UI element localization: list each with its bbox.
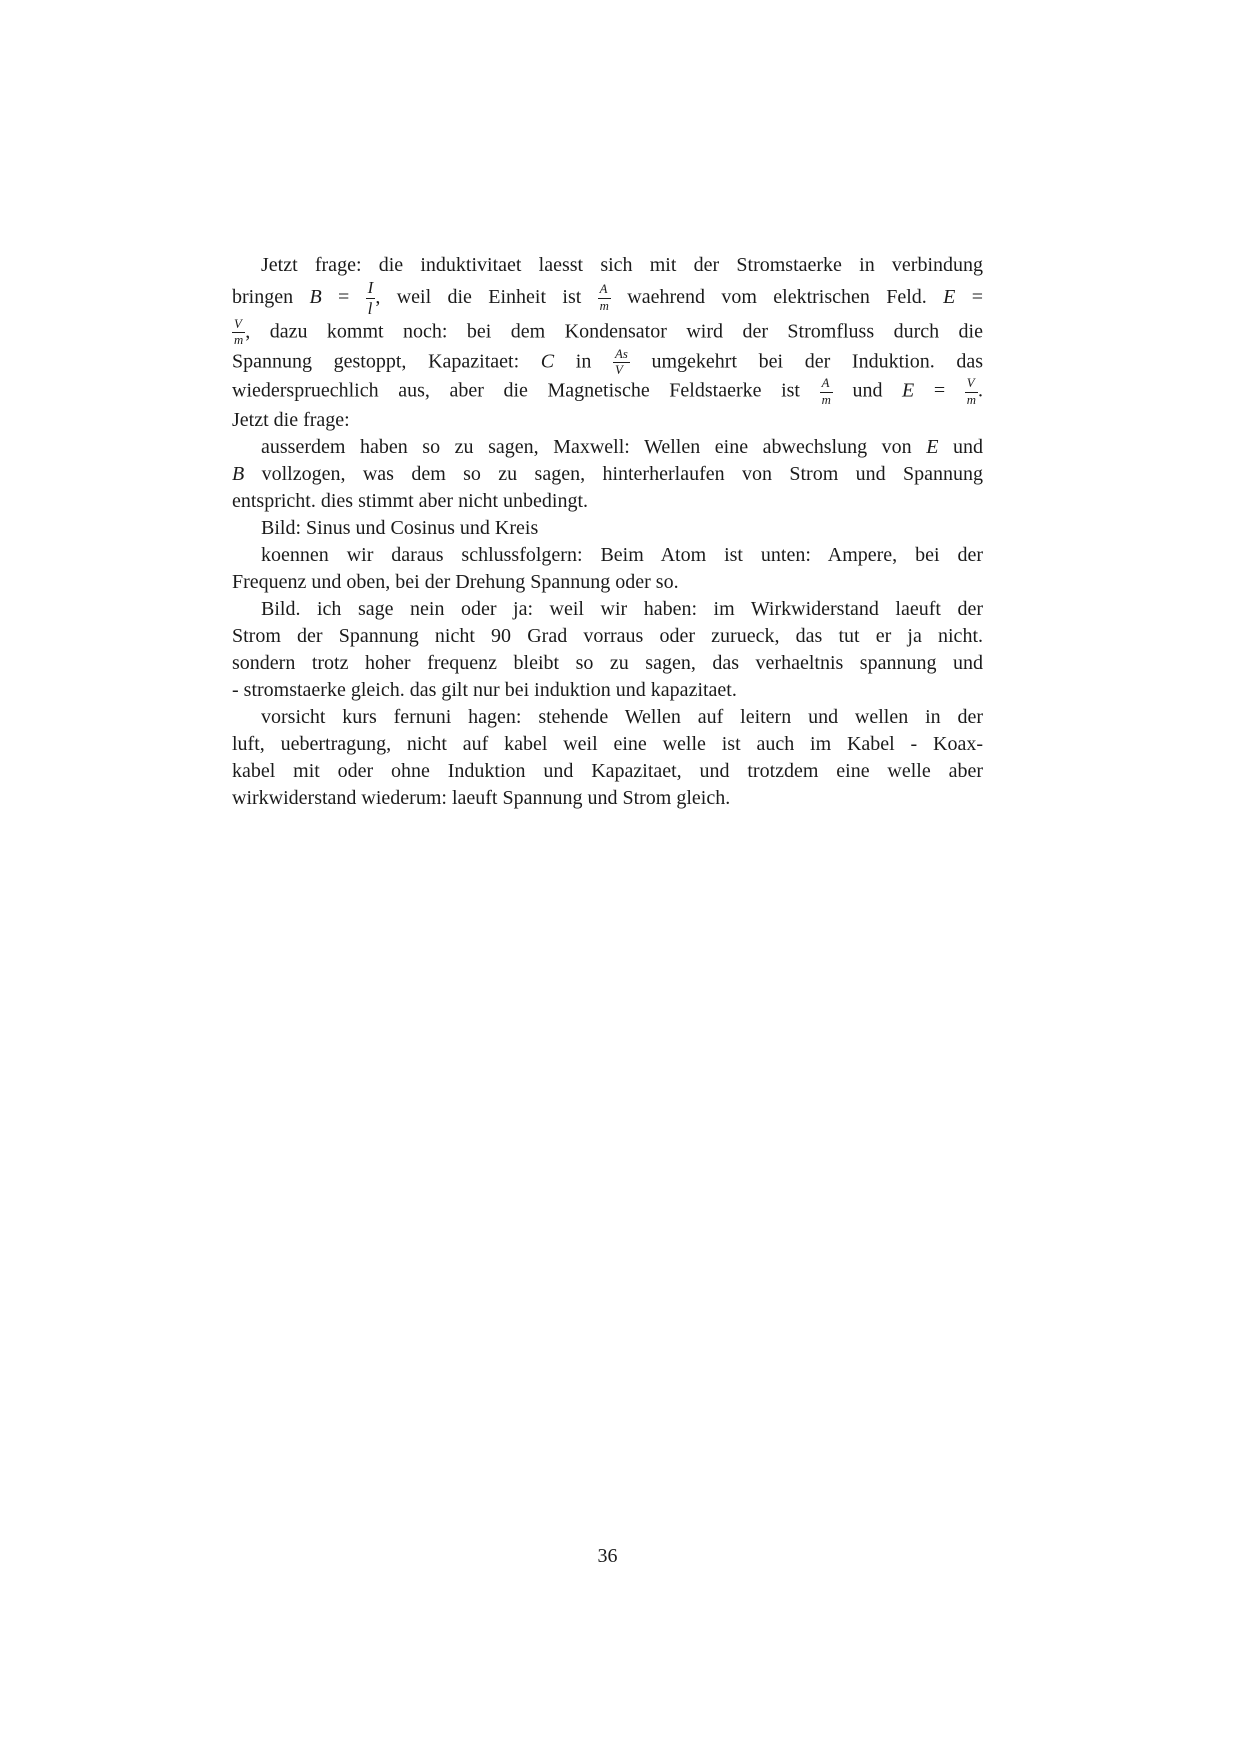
- text-line: kabel mit oder ohne Induktion und Kapazitaet, und trotzdem eine welle aber: [232, 760, 983, 783]
- fraction-denominator: V: [615, 362, 623, 377]
- text-line: Jetzt frage: die induktivitaet laesst sich mit der Stromstaerke in verbindung: [261, 254, 983, 276]
- math-fraction: [613, 348, 630, 378]
- math-fraction: [232, 318, 245, 348]
- text-line: Spannung gestoppt, Kapazitaet: C in $\frac{As}{V}$ umgekehrt bei der Induktion. das: [232, 346, 984, 377]
- fraction-numerator: V: [965, 377, 978, 392]
- text-line: - stromstaerke gleich. das gilt nur bei induktion und kapazitaet.: [232, 679, 737, 702]
- paragraph-2: [232, 434, 983, 515]
- text-line: B vollzogen, was dem so zu sagen, hinterherlaufen von Strom und Spannung: [232, 463, 983, 486]
- text-line: bringen B = $\frac{I}{l}$ , weil die Einheit ist $\frac{A}{m}$ waehrend vom elektrischen Feld. E =: [232, 278, 984, 318]
- text-line: $\frac{V}{m}$ , dazu kommt noch: bei dem Kondensator wird der Stromfluss durch die: [234, 316, 983, 348]
- text-line: Bild: Sinus und Cosinus und Kreis: [261, 517, 539, 540]
- text-line: luft, uebertragung, nicht auf kabel weil eine welle ist auch im Kabel - Koax-: [232, 733, 983, 756]
- text-line: sondern trotz hoher frequenz bleibt so zu sagen, das verhaeltnis spannung und: [232, 652, 983, 675]
- fraction-numerator: A: [598, 283, 611, 298]
- fraction-numerator: V: [232, 318, 245, 333]
- fraction-denominator: l: [367, 298, 373, 318]
- text-line: entspricht. dies stimmt aber nicht unbedingt.: [232, 490, 589, 513]
- fraction-numerator: As: [613, 348, 630, 363]
- math-variable: E: [902, 379, 915, 402]
- text-line: wiederspruechlich aus, aber die Magnetische Feldstaerke ist $\frac{A}{m}$ und E = $\frac{V}{m}$ .: [232, 376, 983, 407]
- text-line: Jetzt die frage:: [232, 409, 350, 432]
- page-number: 36: [597, 1545, 618, 1567]
- paragraph-3: [232, 515, 983, 542]
- fraction-denominator: m: [234, 333, 244, 348]
- fraction-denominator: m: [821, 392, 831, 407]
- math-variable: E: [926, 436, 939, 459]
- text-line: vorsicht kurs fernuni hagen: stehende Wellen auf leitern und wellen in der: [261, 706, 983, 729]
- math-fraction: [598, 283, 611, 313]
- text-line: wirkwiderstand wiederum: laeuft Spannung und Strom gleich.: [232, 787, 731, 810]
- math-fraction: [366, 279, 376, 318]
- math-fraction: [820, 377, 833, 407]
- paragraph-1: [232, 252, 983, 434]
- fraction-denominator: m: [966, 392, 976, 407]
- fraction-numerator: A: [820, 377, 833, 392]
- paragraph-5: [232, 596, 983, 704]
- math-variable: C: [540, 350, 555, 373]
- text-line: koennen wir daraus schlussfolgern: Beim Atom ist unten: Ampere, bei der: [261, 544, 983, 567]
- fraction-numerator: I: [367, 278, 374, 297]
- math-variable: E: [943, 285, 956, 308]
- fraction-denominator: m: [599, 298, 609, 313]
- paragraph-4: [232, 542, 983, 596]
- text-line: Frequenz und oben, bei der Drehung Spannung oder so.: [232, 571, 679, 594]
- math-variable: B: [232, 463, 245, 486]
- text-line: Strom der Spannung nicht 90 Grad vorraus oder zurueck, das tut er ja nicht.: [232, 625, 983, 648]
- paragraph-6: [232, 704, 983, 812]
- math-fraction: [965, 377, 978, 407]
- text-line: ausserdem haben so zu sagen, Maxwell: Wellen eine abwechslung von E und: [261, 436, 984, 459]
- math-variable: B: [309, 285, 322, 308]
- text-line: Bild. ich sage nein oder ja: weil wir haben: im Wirkwiderstand laeuft der: [261, 598, 983, 621]
- body-text: [232, 252, 983, 812]
